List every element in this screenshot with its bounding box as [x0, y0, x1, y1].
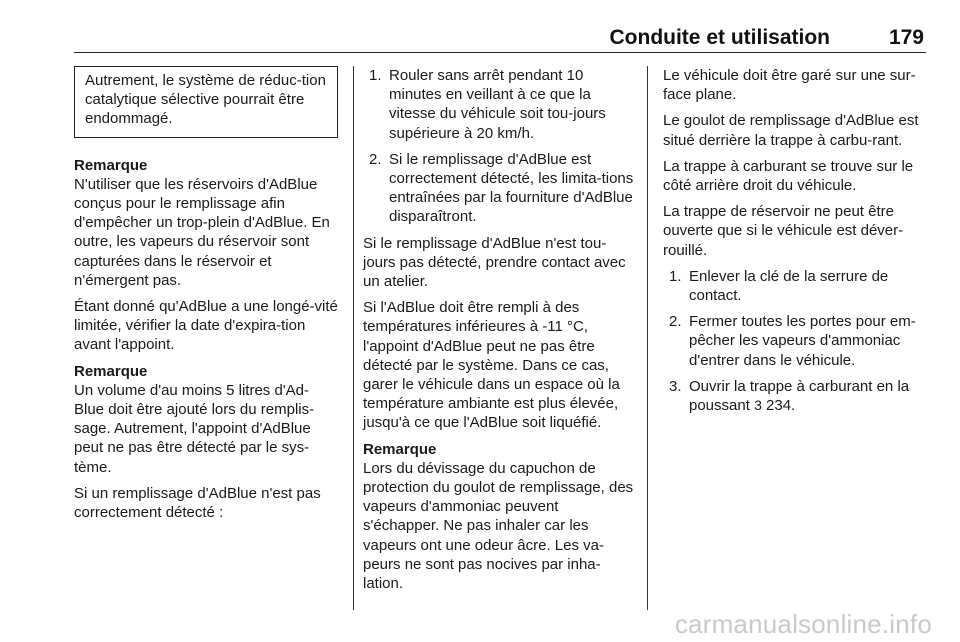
text-column-3: [663, 66, 929, 422]
step-list: [663, 267, 929, 415]
list-item: [363, 150, 635, 227]
page-reference-number[interactable]: 234.: [766, 397, 796, 415]
step-text: Rouler sans arrêt pendant 10 minutes en veillant à ce que la vitesse du véhicule soit tou-jours supérieure à 20 km/h.: [389, 67, 606, 142]
step-text: Enlever la clé de la serrure de contact.: [689, 267, 889, 305]
paragraph: Le véhicule doit être garé sur une sur-face plane.: [663, 67, 916, 104]
paragraph: Le goulot de remplissage d'AdBlue est situé derrière la trappe à carbu-rant.: [663, 112, 919, 149]
list-item: [663, 377, 929, 415]
step-number: 3.: [669, 377, 682, 395]
step-number: 1.: [669, 267, 682, 285]
remark-text: Un volume d'au moins 5 litres d'Ad-Blue doit être ajouté lors du remplis-sage. Autrement, l'appoint d'AdBlue peut ne pas être détecté par le sys-tème.: [74, 381, 315, 476]
list-item: [363, 66, 635, 143]
page-number: 179: [888, 26, 924, 49]
paragraph: Étant donné qu'AdBlue a une longé-vité limitée, vérifier la date d'expira-tion avant l'appoint.: [74, 298, 338, 354]
warning-text: Autrement, le système de réduc-tion catalytique sélective pourrait être endommagé.: [85, 72, 326, 128]
text-column-1: [74, 66, 338, 529]
remark-label: Remarque: [74, 362, 148, 380]
step-number: 2.: [669, 313, 682, 331]
paragraph: Si un remplissage d'AdBlue n'est pas correctement détecté :: [74, 484, 321, 522]
column-divider-left: [353, 66, 354, 610]
remark-label: Remarque: [74, 156, 148, 174]
section-title: Conduite et utilisation: [609, 26, 830, 49]
paragraph: La trappe de réservoir ne peut être ouverte que si le véhicule est déver-rouillé.: [663, 203, 904, 259]
step-list: [363, 66, 635, 227]
remark-text: N'utiliser que les réservoirs d'AdBlue conçus pour le remplissage afin d'empêcher un trop-plein d'AdBlue. En outre, les vapeurs du réservoir sont capturées dans le réservoir et n'émergent pas.: [74, 175, 330, 289]
column-divider-right: [647, 66, 648, 610]
paragraph: Si l'AdBlue doit être rempli à des températures inférieures à -11 °C, l'appoint d'AdBlue peut ne pas être détecté par le système. Dans ce cas, garer le véhicule dans un espace où la température ambiante est plus élevée, jusqu'à ce que l'AdBlue soit liquéfié.: [363, 299, 620, 432]
step-text: Fermer toutes les portes pour em-pêcher les vapeurs d'ammoniac d'entrer dans le véhicule.: [689, 313, 916, 369]
warning-box: [74, 66, 338, 138]
watermark: carmanualsonline.info: [674, 609, 932, 639]
paragraph: Si le remplissage d'AdBlue n'est tou-jours pas détecté, prendre contact avec un atelier.: [363, 234, 626, 291]
step-text: Si le remplissage d'AdBlue est correctement détecté, les limita-tions entraînées par la fourniture d'AdBlue disparaîtront.: [389, 150, 634, 226]
list-item: [663, 312, 929, 370]
step-number: 1.: [369, 67, 382, 84]
paragraph: La trappe à carburant se trouve sur le côté arrière droit du véhicule.: [663, 157, 914, 195]
page-reference-arrow-icon[interactable]: 3: [754, 397, 762, 414]
text-column-2: [363, 66, 635, 600]
remark-label: Remarque: [363, 440, 437, 458]
step-text: Ouvrir la trappe à carburant en la poussant: [689, 377, 910, 415]
remark-text: Lors du dévissage du capuchon de protection du goulot de remplissage, des vapeurs d'ammoniac peuvent s'échapper. Ne pas inhaler car les vapeurs ont une odeur âcre. Les va-peurs ne sont pas nocives par inha-lation.: [363, 459, 634, 593]
step-number: 2.: [369, 150, 382, 168]
header-divider: [74, 52, 926, 53]
list-item: [663, 267, 929, 305]
